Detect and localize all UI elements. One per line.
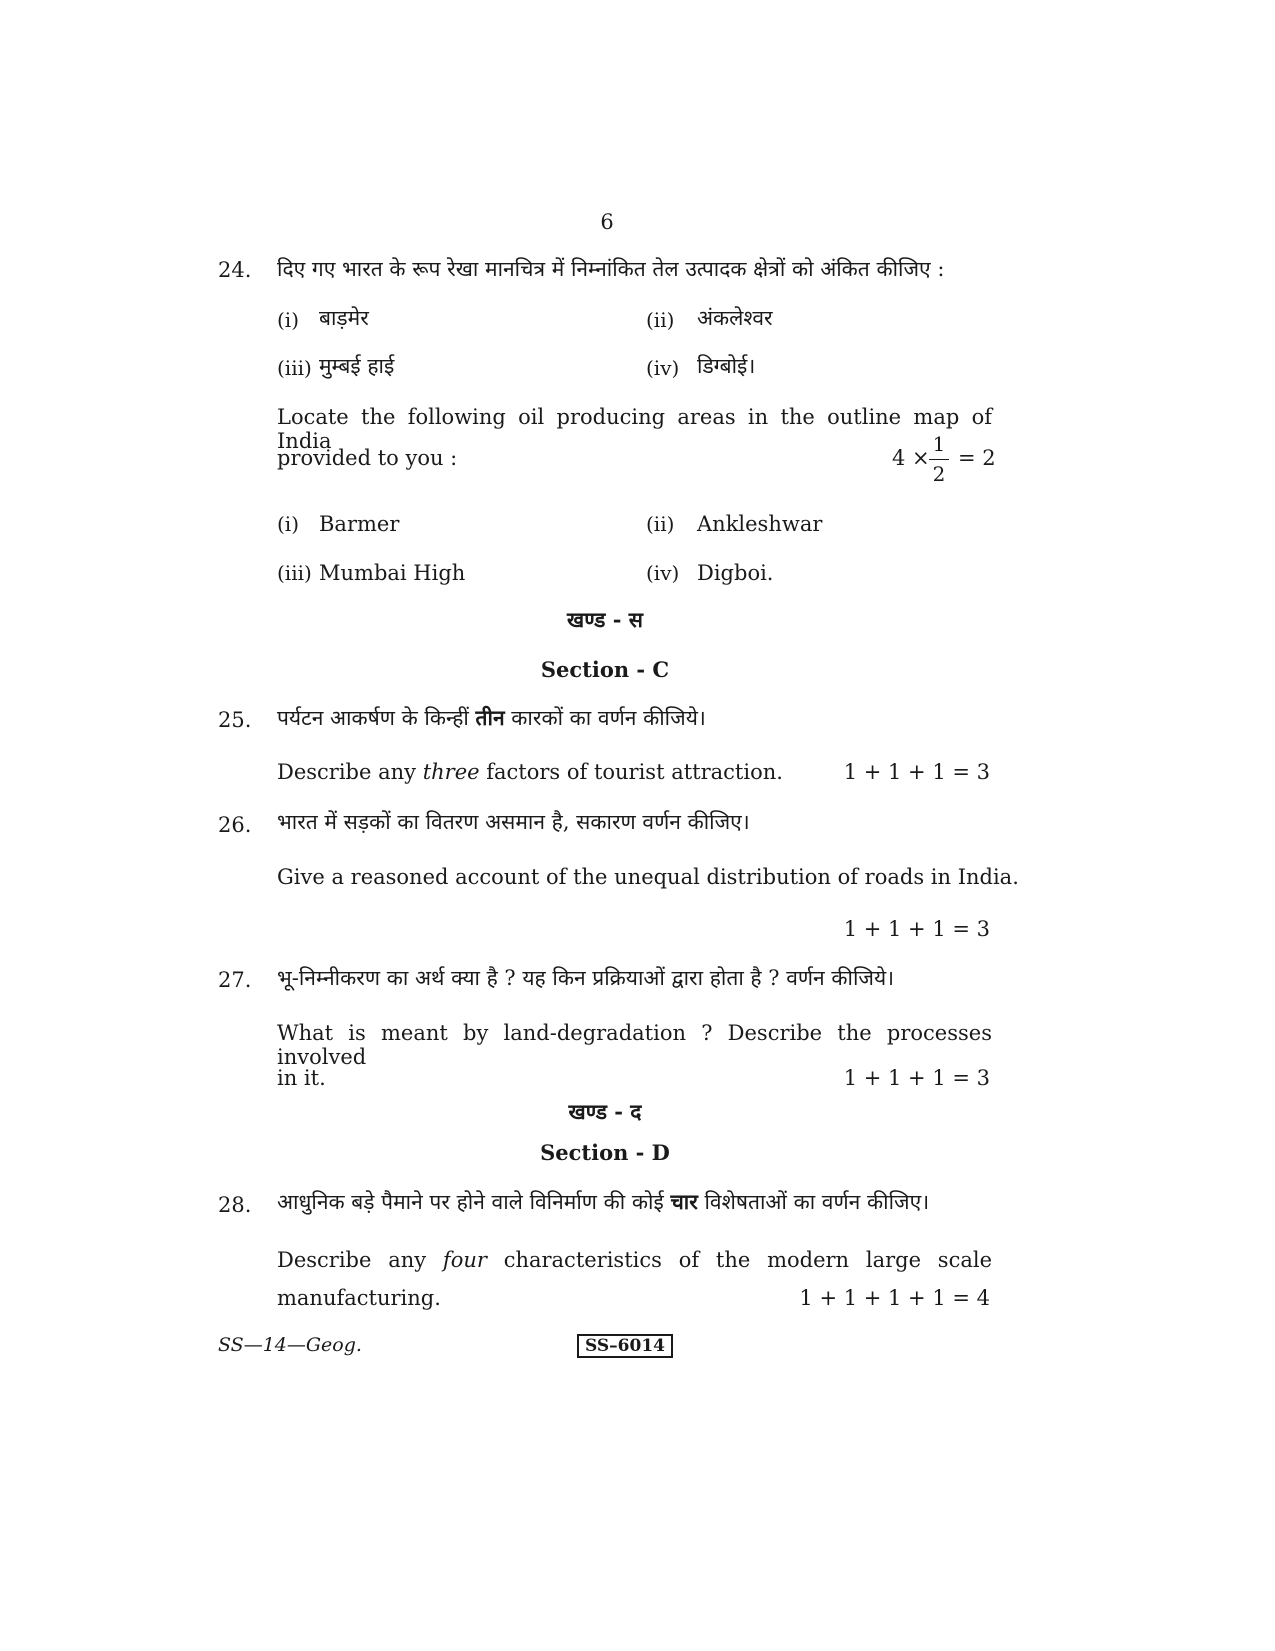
q24-english-line2: provided to you : [277,446,458,470]
q24-en-opt2-label: (ii) [646,512,675,536]
q27-number: 27. [218,968,252,992]
q24-hi-opt4-label: (iv) [646,356,680,380]
q24-marks-fraction [928,432,950,492]
q24-marks-prefix: 4 × [892,446,930,470]
q28-english-line1: Describe any four characteristics of the modern large scale [277,1248,992,1272]
q24-hi-opt4: डिग्बोई। [697,354,756,378]
q24-hi-opt1: बाड़मेर [319,306,369,330]
q28-hindi-text: आधुनिक बड़े पैमाने पर होने वाले विनिर्माण की कोई चार विशेषताओं का वर्णन कीजिए। [277,1189,930,1214]
fraction-bar [929,459,949,460]
q24-hi-opt3-label: (iii) [277,356,312,380]
q28-marks: 1 + 1 + 1 + 1 = 4 [799,1286,990,1310]
q25-english-text: Describe any three factors of tourist attraction. [277,760,783,784]
q24-marks-suffix: = 2 [958,446,996,470]
fraction-denominator: 2 [932,462,946,486]
q25-marks: 1 + 1 + 1 = 3 [843,760,990,784]
q24-english-line1: Locate the following oil producing areas in the outline map of India [277,405,992,453]
q24-hi-opt2: अंकलेश्वर [697,306,773,330]
q24-en-opt1-label: (i) [277,512,300,536]
q24-number: 24. [218,258,252,282]
page-number: 6 [600,210,614,234]
q25-number: 25. [218,708,252,732]
q24-en-opt2: Ankleshwar [697,512,823,536]
q24-hi-opt2-label: (ii) [646,308,675,332]
q28-number: 28. [218,1193,252,1217]
q28-english-line2: manufacturing. [277,1286,441,1310]
section-c-heading: Section - C [540,657,670,682]
q24-en-opt4-label: (iv) [646,561,680,585]
q24-en-opt4: Digboi. [697,561,774,585]
section-d-heading: Section - D [540,1140,670,1165]
q26-number: 26. [218,813,252,837]
q24-hi-opt3: मुम्बई हाई [319,354,395,378]
q26-hindi-text: भारत में सड़कों का वितरण असमान है, सकारण वर्णन कीजिए। [277,810,750,834]
q27-hindi-text: भू-निम्नीकरण का अर्थ क्या है ? यह किन प्रक्रियाओं द्वारा होता है ? वर्णन कीजिये। [277,966,895,990]
q24-hindi-text: दिए गए भारत के रूप रेखा मानचित्र में निम्नांकित तेल उत्पादक क्षेत्रों को अंकित कीजिए : [277,257,945,281]
footer-paper-code: SS–6014 [577,1334,673,1358]
q27-english-line2: in it. [277,1066,326,1090]
footer-subject-code: SS—14—Geog. [218,1334,362,1356]
section-c-hindi-heading: खण्ड - स [567,607,643,632]
q26-english-text: Give a reasoned account of the unequal distribution of roads in India. [277,865,1019,889]
fraction-numerator: 1 [932,432,946,456]
q24-hi-opt1-label: (i) [277,308,300,332]
q24-en-opt3: Mumbai High [319,561,466,585]
q27-marks: 1 + 1 + 1 = 3 [843,1066,990,1090]
q24-en-opt1: Barmer [319,512,400,536]
q26-marks: 1 + 1 + 1 = 3 [843,917,990,941]
q24-en-opt3-label: (iii) [277,561,312,585]
q25-hindi-text: पर्यटन आकर्षण के किन्हीं तीन कारकों का वर्णन कीजिये। [277,705,706,730]
section-d-hindi-heading: खण्ड - द [568,1099,642,1124]
q27-english-line1: What is meant by land-degradation ? Describe the processes involved [277,1021,992,1069]
